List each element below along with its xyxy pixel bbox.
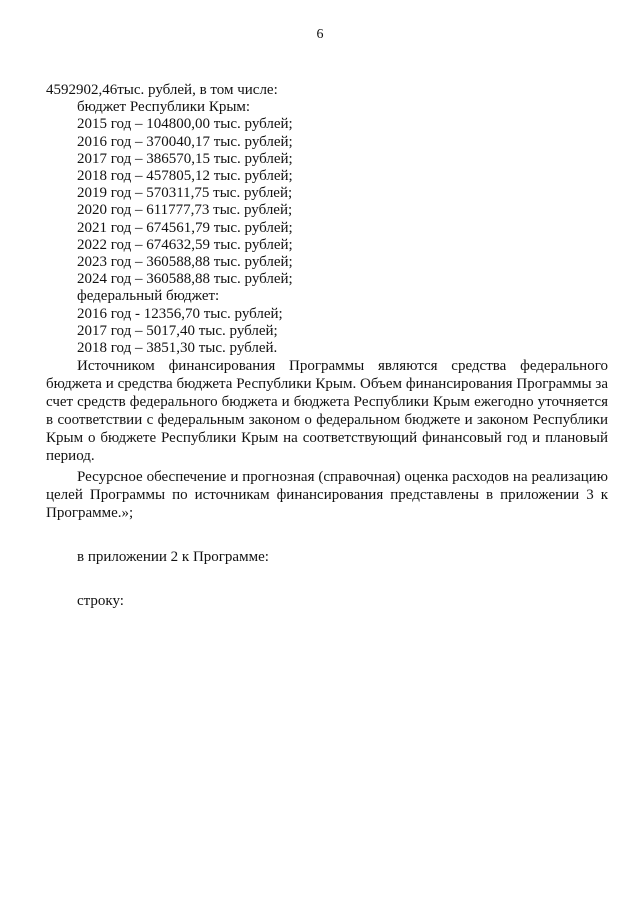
regional-budget-list (46, 116, 608, 288)
federal-budget-label: федеральный бюджет: (77, 288, 220, 305)
federal-budget-year-line: 2018 год – 3851,30 тыс. рублей. (77, 340, 278, 357)
regional-budget-year-line: 2016 год – 370040,17 тыс. рублей; (77, 133, 293, 150)
regional-budget-year-line: 2024 год – 360588,88 тыс. рублей; (77, 271, 293, 288)
regional-budget-year-line: 2015 год – 104800,00 тыс. рублей; (77, 116, 293, 133)
appendix-reference-line: в приложении 2 к Программе: (77, 549, 269, 566)
federal-budget-year-line: 2017 год – 5017,40 тыс. рублей; (77, 322, 278, 339)
resource-provision-paragraph: Ресурсное обеспечение и прогнозная (справочная) оценка расходов на реализацию целей Программы по источникам финансирования представлены в приложении 3 к Программе.»; (46, 469, 608, 522)
row-reference-line: строку: (77, 593, 124, 610)
regional-budget-year-line: 2017 год – 386570,15 тыс. рублей; (77, 150, 293, 167)
federal-budget-year-line: 2016 год - 12356,70 тыс. рублей; (77, 305, 283, 322)
regional-budget-year-line: 2022 год – 674632,59 тыс. рублей; (77, 236, 293, 253)
regional-budget-label: бюджет Республики Крым: (77, 99, 251, 116)
total-funding-line: 4592902,46тыс. рублей, в том числе: (46, 82, 278, 98)
regional-budget-year-line: 2019 год – 570311,75 тыс. рублей; (77, 185, 293, 202)
regional-budget-year-line: 2018 год – 457805,12 тыс. рублей; (77, 168, 293, 185)
page-content (46, 82, 608, 610)
regional-budget-year-line: 2021 год – 674561,79 тыс. рублей; (77, 219, 293, 236)
page-number: 6 (316, 27, 324, 42)
federal-budget-list (46, 306, 608, 358)
regional-budget-year-line: 2020 год – 611777,73 тыс. рублей; (77, 202, 293, 219)
funding-sources-paragraph: Источником финансирования Программы являются средства федерального бюджета и средства бюджета Республики Крым. Объем финансирования Программы за счет средств федерального бюджета и бюджета Республики Крым ежегодно уточняется в соответствии с федеральным законом о федеральном бюджете и законом Республики Крым о бюджете Республики Крым на соответствующий финансовый год и плановый период. (46, 358, 608, 465)
regional-budget-year-line: 2023 год – 360588,88 тыс. рублей; (77, 254, 293, 271)
